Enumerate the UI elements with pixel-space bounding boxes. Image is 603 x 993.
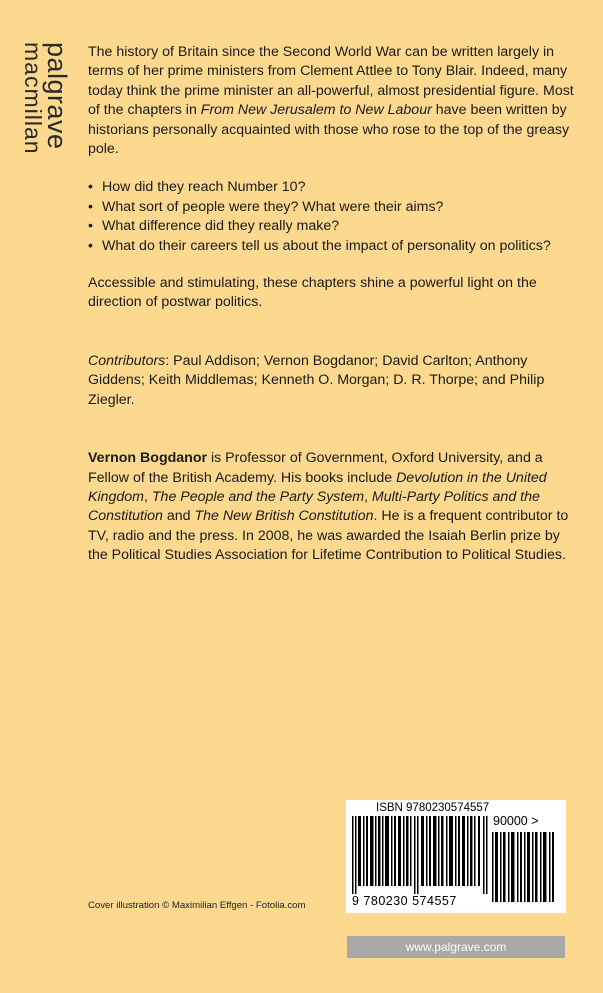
intro-text-end: have been written by historians personally acquainted with those who rose to the top of the greasy pole. [88, 102, 570, 158]
price-code: 90000 > [493, 814, 539, 828]
back-cover-text [88, 43, 576, 566]
logo-macmillan: macmillan [20, 42, 46, 155]
contributors-list: : Paul Addison; Vernon Bogdanor; David Carlton; Anthony Giddens; Keith Middlemas; Kenneth O. Morgan; D. R. Thorpe; and Philip Ziegler. [88, 352, 545, 408]
book-title: Devolution in the United Kingdom [88, 469, 547, 505]
book-title: The People and the Party System [151, 488, 365, 505]
isbn-label: ISBN 9780230574557 [376, 802, 490, 814]
question-list [88, 178, 576, 256]
book-title: Multi-Party Politics and the Constitution [88, 488, 540, 525]
author-name: Vernon Bogdanor [88, 450, 208, 467]
bio-text: . He is a frequent contributor to TV, radio and the press. In 2008, he was awarded the Isaiah Berlin prize by the Political Studies Association for Lifetime Contribution to Political Studies. [88, 508, 569, 564]
book-title: The New British Constitution [194, 508, 374, 525]
logo-palgrave: palgrave [42, 42, 72, 150]
isbn-barcode [346, 800, 566, 913]
list-item: • How did they reach Number 10? [88, 178, 576, 197]
intro-paragraph [88, 43, 576, 159]
summary-paragraph: Accessible and stimulating, these chapters shine a powerful light on the direction of postwar politics. [88, 275, 537, 311]
website-link[interactable]: www.palgrave.com [347, 936, 565, 958]
addon-barcode-icon [492, 832, 558, 902]
list-item: • What sort of people were they? What were their aims? [88, 198, 576, 217]
bio-sep: and [162, 508, 195, 525]
bio-sep: , [364, 488, 372, 505]
contributors-label: Contributors [88, 352, 166, 369]
list-item: • What difference did they really make? [88, 217, 576, 236]
bio-text: is Professor of Government, Oxford University, and a Fellow of the British Academy. His books include [88, 450, 543, 486]
contributors-paragraph [88, 352, 576, 410]
intro-text-start: The history of Britain since the Second World War can be written largely in terms of her prime ministers from Clement Attlee to Tony Blair. Indeed, many today think the prime minister an all-powerful, almost presidential figure. Most of the chapters in [88, 44, 574, 119]
author-bio-paragraph [88, 449, 576, 565]
cover-illustration-credit: Cover illustration © Maximilian Effgen - Fotolia.com [88, 900, 306, 911]
book-title: From New Jerusalem to New Labour [200, 102, 432, 119]
bio-sep: , [144, 488, 152, 505]
barcode-bars-icon [352, 816, 488, 894]
barcode-digits: 9 780230 574557 [352, 894, 457, 908]
publisher-logo [14, 42, 74, 162]
list-item: • What do their careers tell us about the impact of personality on politics? [88, 237, 576, 256]
